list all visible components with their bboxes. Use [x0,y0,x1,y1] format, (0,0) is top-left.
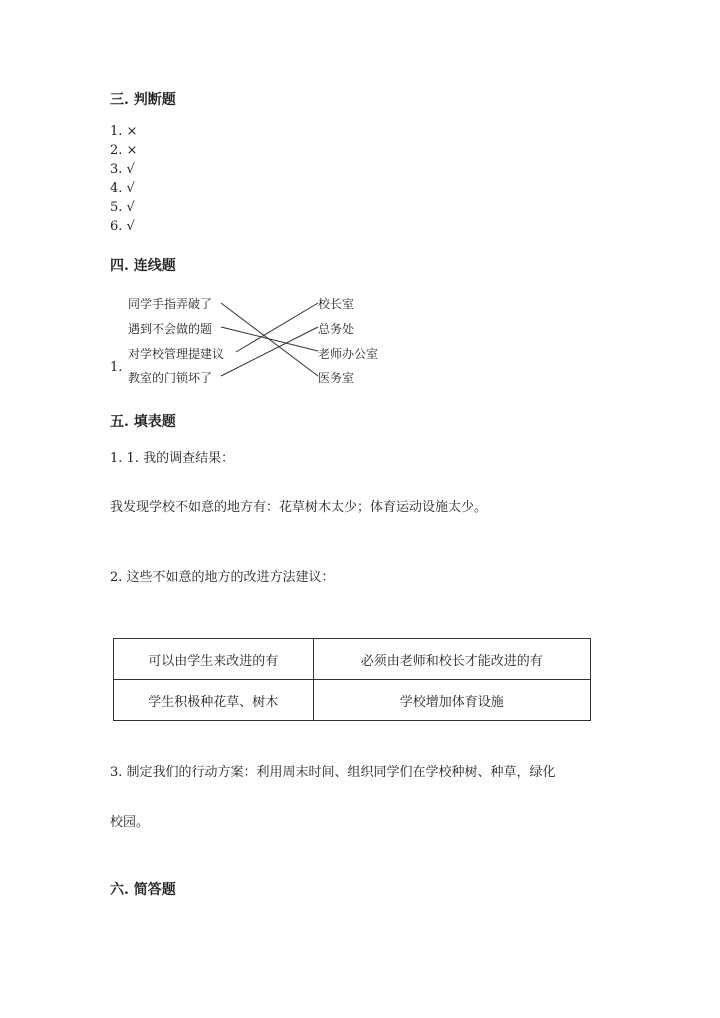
section6-title: 六. 简答题 [110,882,176,898]
right-item-2: 总务处 [318,322,355,336]
answer-2: 2. × [110,143,138,158]
left-item-4: 教室的门锁坏了 [128,371,213,385]
answer-3: 3. √ [110,162,135,177]
question-1: 1. 1. 我的调查结果： [110,451,235,466]
question-3-line2: 校园。 [110,815,150,830]
question-3-line1: 3. 制定我们的行动方案：利用周末时间、组织同学们在学校种树、种草，绿化 [110,765,556,780]
match-line-4 [221,327,318,376]
section4-title: 四. 连线题 [110,258,176,274]
question-2: 2. 这些不如意的地方的改进方法建议： [110,570,335,585]
matching-lines [0,0,720,420]
improvement-table [113,638,591,721]
left-item-2: 遇到不会做的题 [128,322,213,336]
left-item-3: 对学校管理提建议 [128,347,225,361]
table-header-left: 可以由学生来改进的有 [114,639,314,680]
table-row [114,680,591,721]
answer-1: 1. × [110,124,138,139]
left-item-1: 同学手指弄破了 [128,297,213,311]
match-line-2 [221,327,318,351]
table-cell-right: 学校增加体育设施 [313,680,591,721]
table-header-right: 必须由老师和校长才能改进的有 [313,639,591,680]
right-item-4: 医务室 [318,371,355,385]
answer-4: 4. √ [110,181,135,196]
matching-number: 1. [110,360,123,375]
right-item-1: 校长室 [318,297,355,311]
table-cell-left: 学生积极种花草、树木 [114,680,314,721]
right-item-3: 老师办公室 [318,347,379,361]
section3-title: 三. 判断题 [110,92,176,108]
table-row [114,639,591,680]
finding-text: 我发现学校不如意的地方有：花草树木太少；体育运动设施太少。 [110,500,488,515]
answer-5: 5. √ [110,200,135,215]
answer-6: 6. √ [110,219,135,234]
section5-title: 五. 填表题 [110,414,176,430]
